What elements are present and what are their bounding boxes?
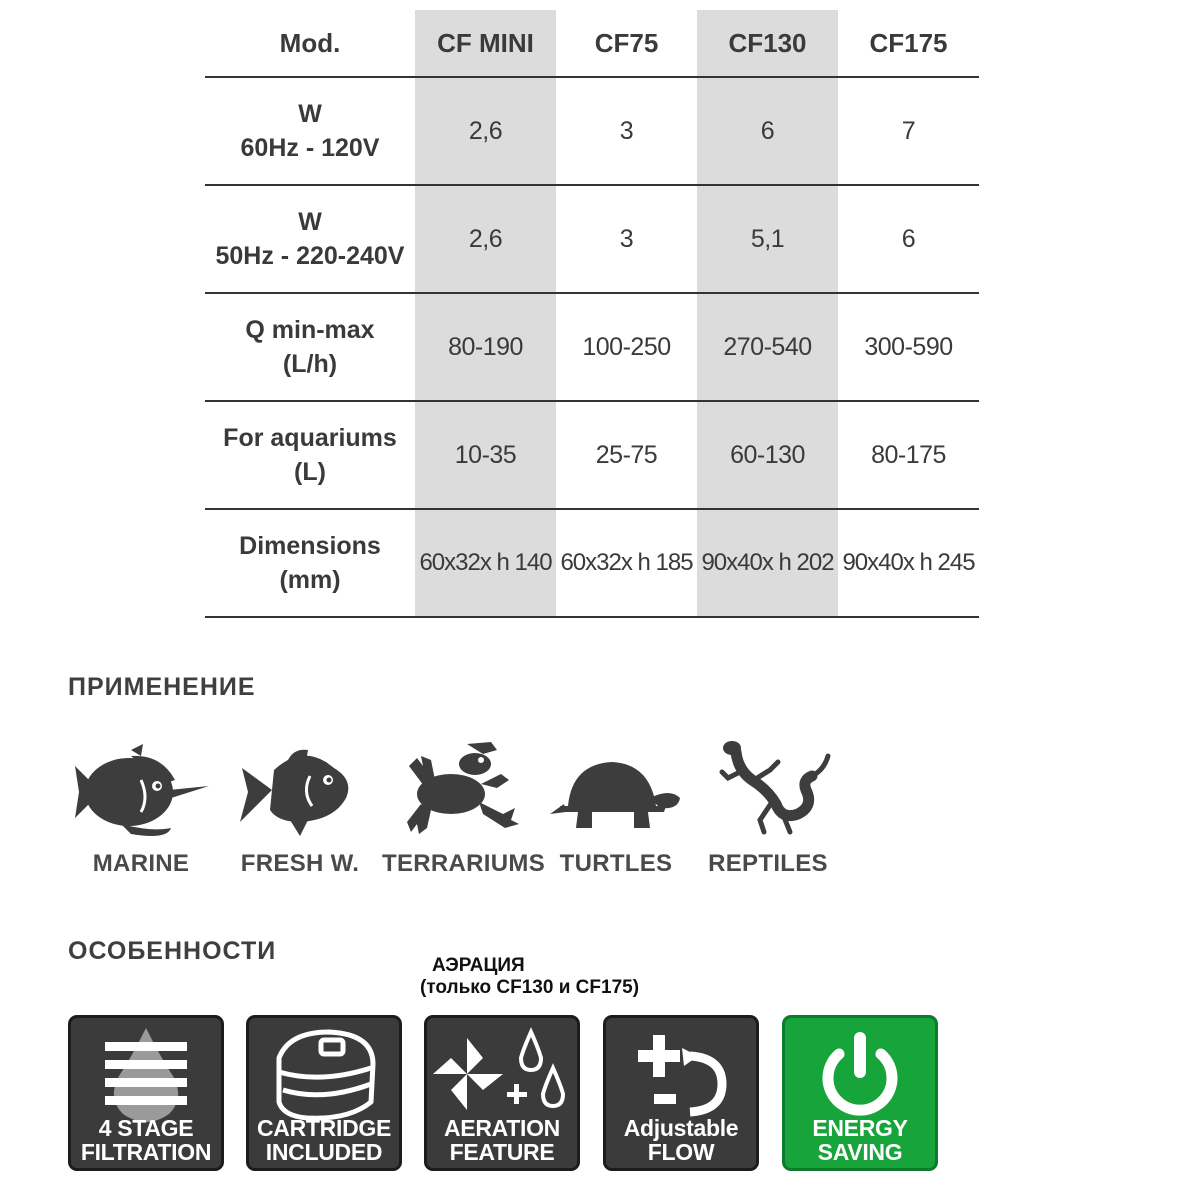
header-cf-mini: CF MINI: [415, 10, 556, 77]
table-cell: 90x40x h 202: [697, 509, 838, 617]
table-cell: 25-75: [595, 440, 658, 469]
application-label: MARINE: [92, 850, 190, 877]
application-reptiles: [693, 740, 843, 878]
application-label: TERRARIUMS: [382, 850, 545, 877]
table-cell: 3: [619, 224, 634, 253]
badge-adjustable-flow: [603, 1015, 759, 1171]
badge-label: AERATION FEATURE: [443, 1115, 560, 1165]
table-cell: 3: [619, 116, 634, 145]
table-cell: 2,6: [415, 185, 556, 293]
table-row: [205, 185, 979, 293]
table-row: [205, 77, 979, 185]
aeration-note: [420, 955, 680, 999]
frog-icon: [387, 740, 527, 840]
badge-cartridge-included: [246, 1015, 402, 1171]
table-cell: 100-250: [582, 332, 671, 361]
table-cell: 60x32x h 140: [415, 509, 556, 617]
table-cell: 7: [901, 116, 916, 145]
table-cell: 300-590: [864, 332, 953, 361]
table-cell: 6: [901, 224, 916, 253]
table-row: [205, 401, 979, 509]
badge-label: Adjustable FLOW: [623, 1115, 739, 1165]
application-title: ПРИМЕНЕНИЕ: [68, 673, 256, 701]
row-label: Dimensions (mm): [239, 532, 381, 594]
aeration-note-detail: (только CF130 и CF175): [420, 977, 640, 998]
marine-fish-icon: [71, 740, 211, 840]
application-terrariums: [382, 740, 545, 878]
application-marine: [66, 740, 216, 878]
table-cell: 2,6: [415, 77, 556, 185]
turtle-icon: [546, 740, 686, 840]
table-cell: 80-175: [871, 440, 946, 469]
table-cell: 5,1: [697, 185, 838, 293]
lizard-icon: [698, 740, 838, 840]
table-row: [205, 509, 979, 617]
badge-label: 4 STAGE FILTRATION: [80, 1115, 212, 1165]
row-label: Q min-max (L/h): [245, 316, 375, 378]
header-cf130: CF130: [697, 10, 838, 77]
badge-label: ENERGY SAVING: [812, 1115, 908, 1165]
spec-table: [205, 10, 979, 618]
table-header-row: [205, 10, 979, 77]
application-label: TURTLES: [559, 850, 673, 877]
header-cf75: CF75: [594, 27, 659, 58]
table-cell: 270-540: [697, 293, 838, 401]
header-cf175: CF175: [869, 27, 948, 58]
badge-4-stage-filtration: [68, 1015, 224, 1171]
row-label: W 50Hz - 220-240V: [215, 208, 405, 270]
table-cell: 10-35: [415, 401, 556, 509]
badge-aeration-feature: [424, 1015, 580, 1171]
aeration-note-title: АЭРАЦИЯ: [432, 955, 525, 976]
badge-energy-saving: [782, 1015, 938, 1171]
row-label: W 60Hz - 120V: [240, 100, 380, 162]
badge-label: CARTRIDGE INCLUDED: [256, 1115, 392, 1165]
table-cell: 6: [697, 77, 838, 185]
application-label: REPTILES: [708, 850, 828, 877]
table-cell: 80-190: [415, 293, 556, 401]
table-cell: 60x32x h 185: [560, 549, 693, 576]
table-cell: 60-130: [697, 401, 838, 509]
table-row: [205, 293, 979, 401]
freshwater-fish-icon: [230, 740, 370, 840]
application-fresh-water: [225, 740, 375, 878]
application-label: FRESH W.: [240, 850, 360, 877]
table-cell: 90x40x h 245: [842, 549, 975, 576]
row-label: For aquariums (L): [223, 424, 397, 486]
application-turtles: [541, 740, 691, 878]
header-model: Mod.: [279, 27, 341, 58]
features-title: ОСОБЕННОСТИ: [68, 937, 277, 965]
